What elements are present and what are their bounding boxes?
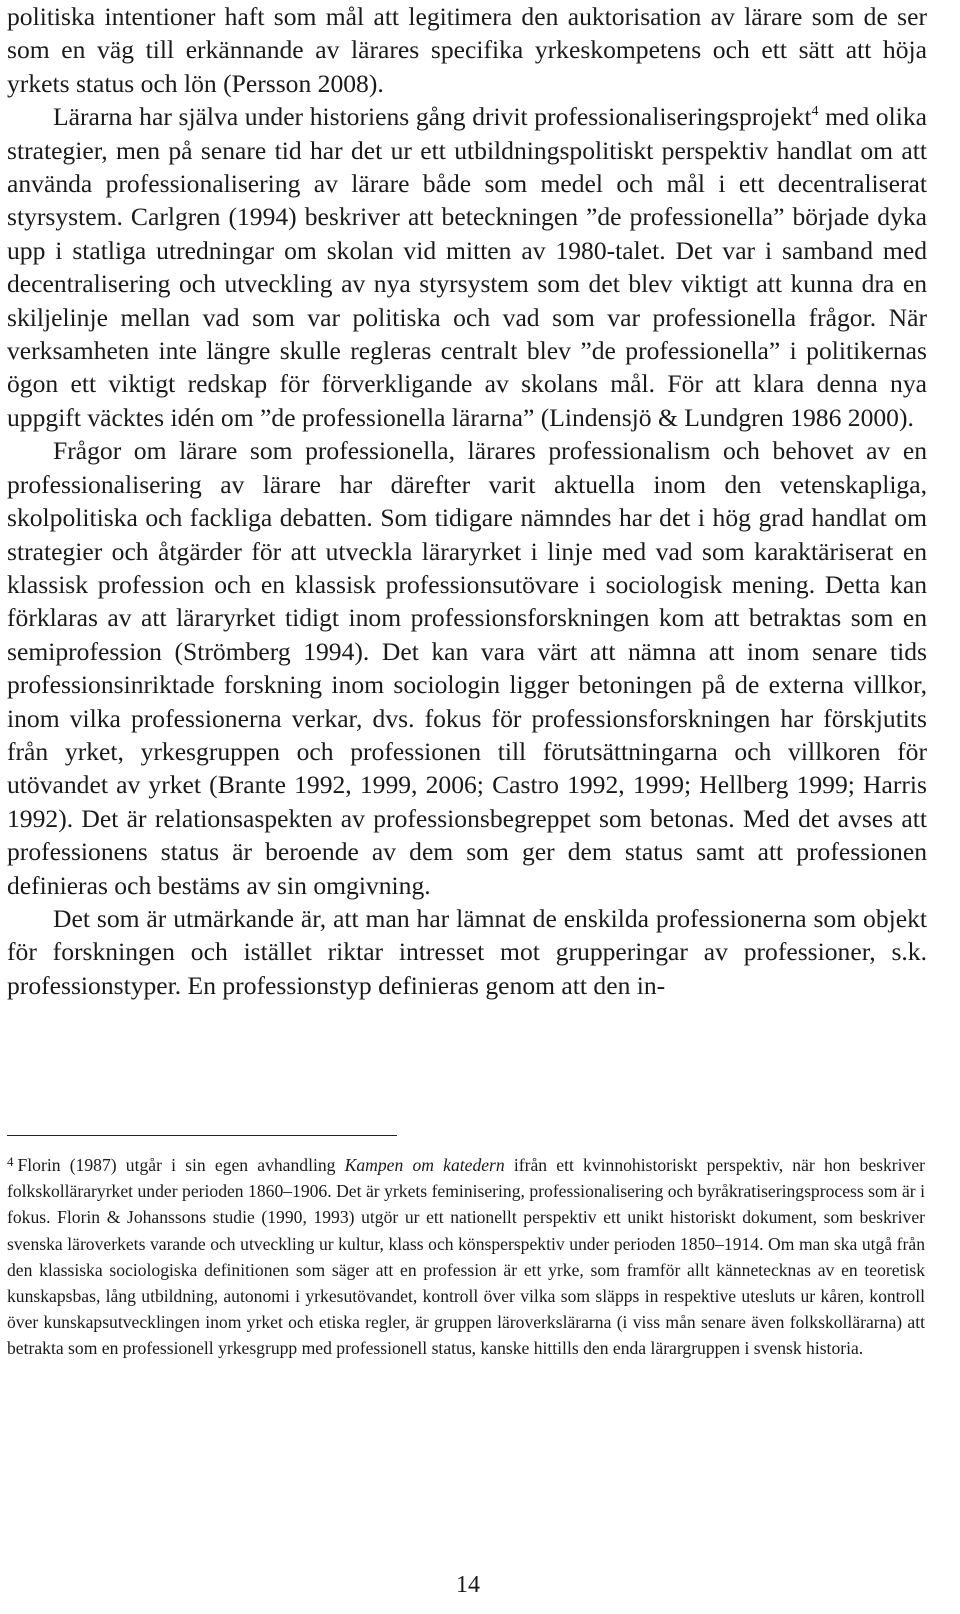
paragraph-4: Det som är utmärkande är, att man har lämnat de enskilda professionerna som objekt för forskningen och istället riktar intresset mot grupperingar av professioner, s.k. professionstyper. En professionstyp definieras genom att den in- — [7, 903, 927, 1000]
footnote — [7, 1152, 925, 1362]
footnote-book-title: Kampen om katedern — [344, 1155, 505, 1175]
paragraph-2-start: Lärarna har själva under historiens gång drivit professionaliseringsprojekt — [53, 102, 812, 132]
footnote-number: 4 — [7, 1154, 14, 1169]
body-text — [7, 0, 927, 1002]
paragraph-1: politiska intentioner haft som mål att legitimera den auktorisation av lärare som de ser som en väg till erkännande av lärares specifika yrkeskompetens och ett sätt att höja yrkets status och lön (Persson 2008). — [7, 2, 927, 98]
paragraph-2 — [7, 100, 927, 434]
footnote-text-start: Florin (1987) utgår i sin egen avhandling — [17, 1155, 345, 1175]
footnote-reference: 4 — [811, 104, 819, 120]
paragraph-3: Frågor om lärare som professionella, lärares professionalism och behovet av en professionalisering av lärare har därefter varit aktuella inom den vetenskapliga, skolpolitiska och fackliga debatten. Som tidigare nämndes har det i hög grad handlat om strategier och åtgärder för att utveckla läraryrket i linje med vad som karaktäriserat en klassisk profession och en klassisk professionsutövare i sociologisk mening. Detta kan förklaras av att läraryrket tidigt inom professionsforskningen kom att betraktas som en semiprofession (Strömberg 1994). Det kan vara värt att nämna att inom senare tids professionsinriktade forskning inom sociologin ligger betoningen på de externa villkor, inom vilka professionerna verkar, dvs. fokus för professionsforskningen har förskjutits från yrket, yrkesgruppen och professionen till förutsättningarna och villkoren för utövandet av yrket (Brante 1992, 1999, 2006; Castro 1992, 1999; Hellberg 1999; Harris 1992). Det är relationsaspekten av professionsbegreppet som betonas. Med det avses att professionens status är beroende av dem som ger dem status samt att professionen definieras och bestäms av sin omgivning. — [7, 436, 927, 900]
footnote-separator — [7, 1135, 397, 1136]
footnote-text-rest: ifrån ett kvinnohistoriskt perspektiv, när hon beskriver folkskolläraryrket under perioden 1860–1906. Det är yrkets feminisering, professionalisering och byråkratiseringsprocess som är i fokus. Florin & Johanssons studie (1990, 1993) utgör ur ett nationellt perspektiv ett unikt historiskt dokument, som beskriver svenska läroverkets varande och utveckling ur kultur, klass och könsperspektiv under perioden 1850–1914. Om man ska utgå från den klassiska sociologiska definitionen som säger att en profession är ett yrke, som framför allt kännetecknas av en teoretisk kunskapsbas, lång utbildning, autonomi i yrkesutövandet, kontroll över vilka som släpps in respektive utesluts ur kåren, kontroll över kunskapsutvecklingen inom yrket och etiska regler, är gruppen läroverkslärarna (i viss mån senare även folkskollärarna) att betrakta som en professionell yrkesgrupp med professionell status, kanske hittills den enda lärargruppen i svensk historia. — [7, 1155, 925, 1359]
page-number: 14 — [456, 1572, 480, 1598]
paragraph-2-rest: med olika strategier, men på senare tid har det ur ett utbildningspolitiskt perspektiv handlat om att använda professionalisering av lärare både som medel och mål i ett decentraliserat styrsystem. Carlgren (1994) beskriver att beteckningen ”de professionella” började dyka upp i statliga utredningar om skolan vid mitten av 1980-talet. Det var i samband med decentralisering och utveckling av nya styrsystem som det blev viktigt att kunna dra en skiljelinje mellan vad som var politiska och vad som var professionella frågor. När verksamheten inte längre skulle regleras centralt blev ”de professionella” i politikernas ögon ett viktigt redskap för förverkligande av skolans mål. För att klara denna nya uppgift väcktes idén om ”de professionella lärarna” (Lindensjö & Lundgren 1986 2000). — [7, 102, 927, 432]
